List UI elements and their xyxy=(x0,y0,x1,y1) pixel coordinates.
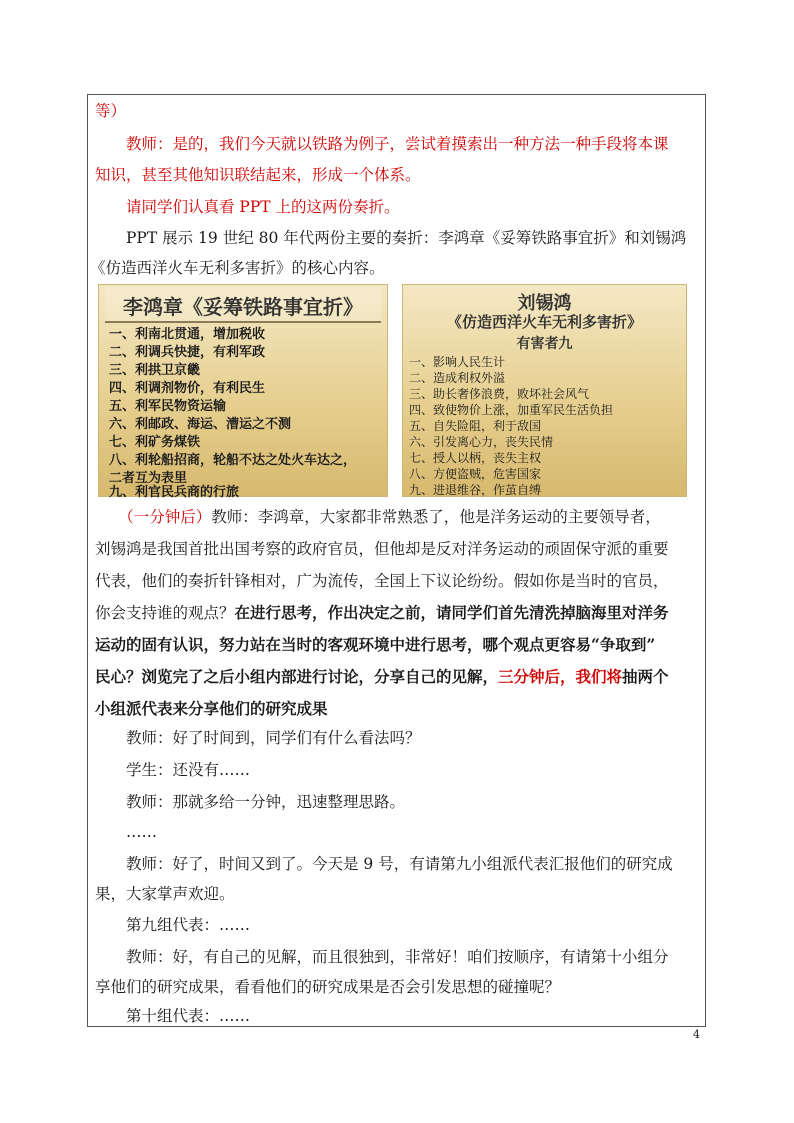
slide-item: 五、自失险阻，利于敌国 xyxy=(409,419,542,433)
paragraph-line xyxy=(95,507,661,527)
text-line: 《仿造西洋火车无利多害折》的核心内容。 xyxy=(90,259,385,277)
paragraph-line: 小组派代表来分享他们的研究成果 xyxy=(95,699,328,718)
slide-item: 四、利调剂物价，有利民生 xyxy=(109,381,266,396)
text: 教师：李鸿章，大家都非常熟悉了，他是洋务运动的主要领导者， xyxy=(211,508,661,526)
paragraph-line: 运动的固有认识，努力站在当时的客观环境中进行思考，哪个观点更容易“争取到” xyxy=(95,635,656,654)
slide-heading: 有害者九 xyxy=(516,336,573,352)
slide-item: 九、利官民兵商的行旅 xyxy=(109,485,240,500)
slide-item: 八、利轮船招商，轮船不达之处火车达之， xyxy=(109,453,357,468)
slide-item: 九、进退维谷，作茧自缚 xyxy=(409,483,542,497)
slide-item: 四、致使物价上涨，加重军民生活负担 xyxy=(409,403,614,417)
slide-item: 七、利矿务煤铁 xyxy=(109,435,201,450)
dialog-line: 享他们的研究成果，看看他们的研究成果是否会引发思想的碰撞呢？ xyxy=(95,978,561,996)
slide-item: 二者互为表里 xyxy=(109,471,188,486)
slide-item: 三、利拱卫京畿 xyxy=(109,363,201,378)
slide-title: 刘锡鸿 xyxy=(517,293,572,314)
slide-item: 六、利邮政、海运、漕运之不测 xyxy=(109,417,292,432)
dialog-line: 第十组代表：…… xyxy=(95,1007,251,1025)
slide-item: 二、利调兵快捷，有利军政 xyxy=(109,345,266,360)
text: 民心？浏览完了之后小组内部进行讨论，分享自己的见解， xyxy=(95,667,499,686)
slide-li-hongzhang xyxy=(98,284,388,500)
paragraph-line: 代表，他们的奏折针锋相对，广为流传，全国上下议论纷纷。假如你是当时的官员， xyxy=(95,572,669,590)
text: 你会支持谁的观点？ xyxy=(95,604,235,622)
text-line: 请同学们认真看 PPT 上的这两份奏折。 xyxy=(95,198,400,216)
text-line: 知识，甚至其他知识联结起来，形成一个体系。 xyxy=(95,166,421,184)
dialog-line: 教师：好了，时间又到了。今天是 9 号，有请第九小组派代表汇报他们的研究成 xyxy=(95,855,673,873)
dialog-line: 果，大家掌声欢迎。 xyxy=(95,885,235,903)
slide-item: 二、造成利权外溢 xyxy=(409,371,506,385)
slide-item: 八、方便盗贼，危害国家 xyxy=(409,467,542,481)
slide-title: 李鸿章《妥筹铁路事宜折》 xyxy=(123,295,363,319)
text: 抽两个 xyxy=(622,667,669,686)
dialog-line: 学生：还没有…… xyxy=(95,761,251,779)
bold-text: 在进行思考，作出决定之前，请同学们首先清洗掉脑海里对洋务 xyxy=(234,603,669,622)
dialog-line: 教师：好了时间到，同学们有什么看法吗？ xyxy=(95,729,421,747)
dialog-line: 教师：那就多给一分钟，迅速整理思路。 xyxy=(95,793,406,811)
text-line: PPT 展示 19 世纪 80 年代两份主要的奏折：李鸿章《妥筹铁路事宜折》和刘锡鸿 xyxy=(95,229,687,247)
paragraph-line xyxy=(95,603,669,623)
text-line: 教师：是的，我们今天就以铁路为例子，尝试着摸索出一种方法一种手段将本课 xyxy=(95,135,669,153)
paragraph-line xyxy=(95,667,669,687)
dialog-line: 教师：好，有自己的见解，而且很独到，非常好！咱们按顺序，有请第十小组分 xyxy=(95,948,669,966)
slide-item: 一、影响人民生计 xyxy=(409,355,506,369)
slide-item: 七、授人以柄，丧失主权 xyxy=(409,451,542,465)
paragraph-line: 刘锡鸿是我国首批出国考察的政府官员，但他却是反对洋务运动的顽固保守派的重要 xyxy=(95,540,669,558)
slide-item: 三、助长奢侈浪费，败坏社会风气 xyxy=(409,387,590,401)
page-number: 4 xyxy=(693,1028,700,1041)
slide-item: 六、引发离心力，丧失民情 xyxy=(409,435,554,449)
slide-subtitle: 《仿造西洋火车无利多害折》 xyxy=(446,313,642,331)
slide-item: 五、利军民物资运输 xyxy=(109,399,227,414)
dialog-line: 第九组代表：…… xyxy=(95,916,251,934)
slide-item: 一、利南北贯通，增加税收 xyxy=(109,327,266,342)
dialog-line: …… xyxy=(95,823,158,841)
text-line: 等） xyxy=(95,102,127,120)
red-text: （一分钟后） xyxy=(95,508,212,526)
slide-liu-xihong xyxy=(402,284,687,497)
red-text: 三分钟后，我们将 xyxy=(498,667,623,686)
